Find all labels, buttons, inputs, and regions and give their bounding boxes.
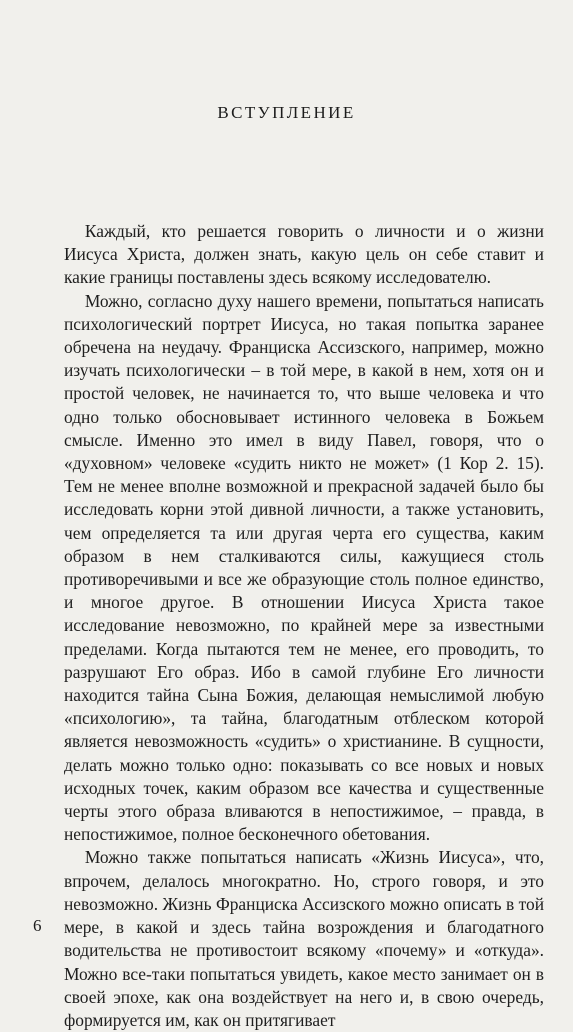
page-number: 6 — [33, 916, 42, 935]
paragraph: Можно, согласно духу нашего времени, попытаться написать психологический портрет Иисуса, но такая попытка заранее обречена на неудачу. Франциска Ассизского, например, можно изучать психологически – в той мере, в какой в нем, хотя он и простой человек, не начинается то, что выше человека и что одно только обосновывает истинного человека в Божьем смысле. Именно это имел в виду Павел, говоря, что о «духовном» человеке «судить никто не может» (1 Кор 2. 15). Тем не менее вполне возможной и прекрасной задачей было бы исследовать корни этой дивной личности, а также установить, чем определяется та или другая черта его существа, каким образом в нем сталкиваются силы, кажущиеся столь противоречивыми и все же образующие столь полное единство, и многое другое. В отношении Иисуса Христа такое исследование невозможно, по крайней мере за известными пределами. Когда пытаются тем не менее, его проводить, то разрушают Его образ. Ибо в самой глубине Его личности находится тайна Сына Божия, делающая немыслимой любую «психологию», та тайна, благодатным отблеском которой является невозможность «судить» о христианине. В сущности, делать можно только одно: показывать со все новых и новых исходных точек, каким образом все качества и существенные черты этого образа вливаются в непостижимое, – правда, в непостижимое, полное бесконечного обетования. — [64, 290, 544, 845]
body-text — [64, 220, 544, 1032]
paragraph: Каждый, кто решается говорить о личности и о жизни Иисуса Христа, должен знать, какую цель он себе ставит и какие границы поставлены здесь всякому исследователю. — [64, 221, 544, 288]
paragraph: Можно также попытаться написать «Жизнь Иисуса», что, впрочем, делалось многократно. Но, строго говоря, и это невозможно. Жизнь Франциска Ассизского можно описать в той мере, в какой и здесь тайна возрождения и благодатного водительства не противостоит всякому «почему» и «откуда». Можно все-таки попытаться увидеть, какое место занимает он в своей эпохе, как она воздействует на него и, в свою очередь, формируется им, как он притягивает — [64, 847, 544, 1030]
chapter-heading: ВСТУПЛЕНИЕ — [217, 103, 356, 122]
